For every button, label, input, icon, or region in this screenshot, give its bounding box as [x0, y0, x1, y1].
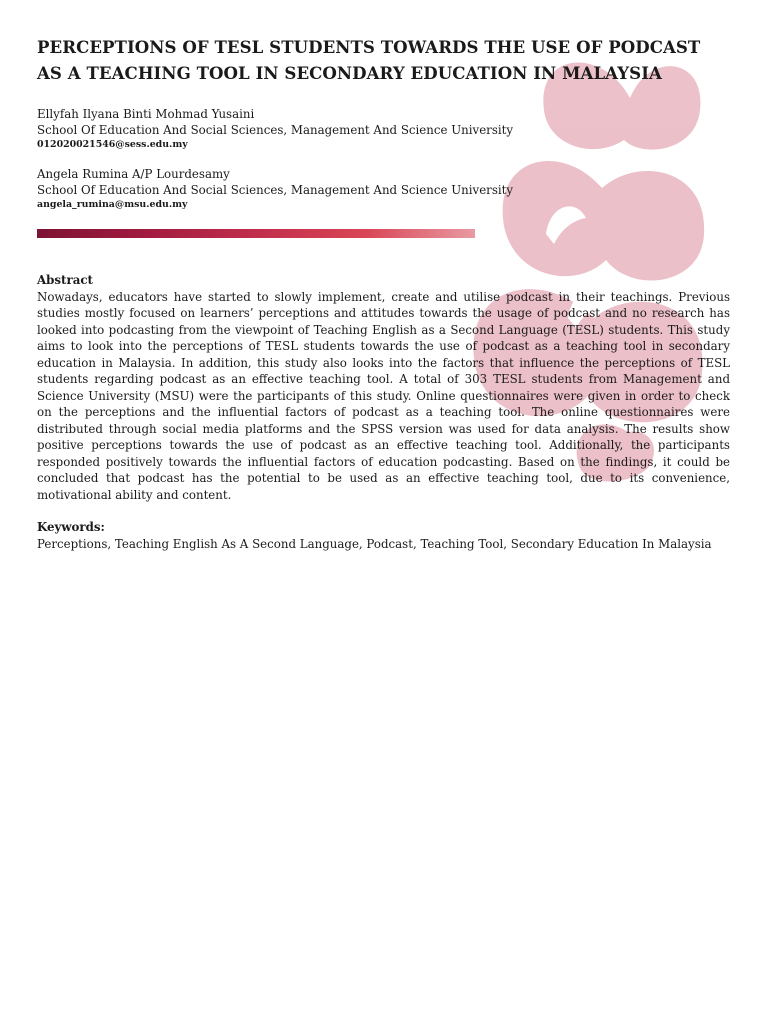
abstract-heading: Abstract [37, 273, 93, 287]
keywords-heading: Keywords: [37, 520, 105, 534]
gradient-divider [37, 229, 475, 238]
author-email: angela_rumina@msu.edu.my [37, 199, 188, 210]
keywords-text: Perceptions, Teaching English As A Second Language, Podcast, Teaching Tool, Secondary Education In Malaysia [37, 536, 712, 551]
author-block-2 [37, 166, 730, 211]
author-email: 012020021546@sess.edu.my [37, 139, 188, 150]
author-name: Ellyfah Ilyana Binti Mohmad Yusaini [37, 107, 255, 121]
keywords-section [37, 519, 730, 552]
author-name: Angela Rumina A/P Lourdesamy [37, 167, 230, 181]
author-affiliation: School Of Education And Social Sciences, Management And Science University [37, 183, 514, 197]
abstract-section [37, 272, 730, 503]
paper-page [37, 34, 730, 552]
author-block-1 [37, 106, 730, 151]
author-affiliation: School Of Education And Social Sciences, Management And Science University [37, 123, 514, 137]
abstract-text: Nowadays, educators have started to slowly implement, create and utilise podcast in their teachings. Previous studies mostly focused on learners’ perceptions and attitudes towards the usage of podcast and no research has looked into podcasting from the viewpoint of Teaching English as a Second Language (TESL) students. This study aims to look into the perceptions of TESL students towards the use of podcast as a teaching tool in secondary education in Malaysia. In addition, this study also looks into the factors that influence the perceptions of TESL students regarding podcast as an effective teaching tool. A total of 303 TESL students from Management and Science University (MSU) were the participants of this study. Online questionnaires were given in order to check on the perceptions and the influential factors of podcast as a teaching tool. The online questionnaires were distributed through social media platforms and the SPSS version was used for data analysis. The results show positive perceptions towards the use of podcast as an effective teaching tool. Additionally, the participants responded positively towards the influential factors of education podcasting. Based on the findings, it could be concluded that podcast has the potential to be used as an effective teaching tool, due to its convenience, motivational ability and content. [37, 289, 730, 502]
paper-title: PERCEPTIONS OF TESL STUDENTS TOWARDS THE USE OF PODCAST AS A TEACHING TOOL IN SECONDARY EDUCATION IN MALAYSIA [37, 37, 701, 83]
